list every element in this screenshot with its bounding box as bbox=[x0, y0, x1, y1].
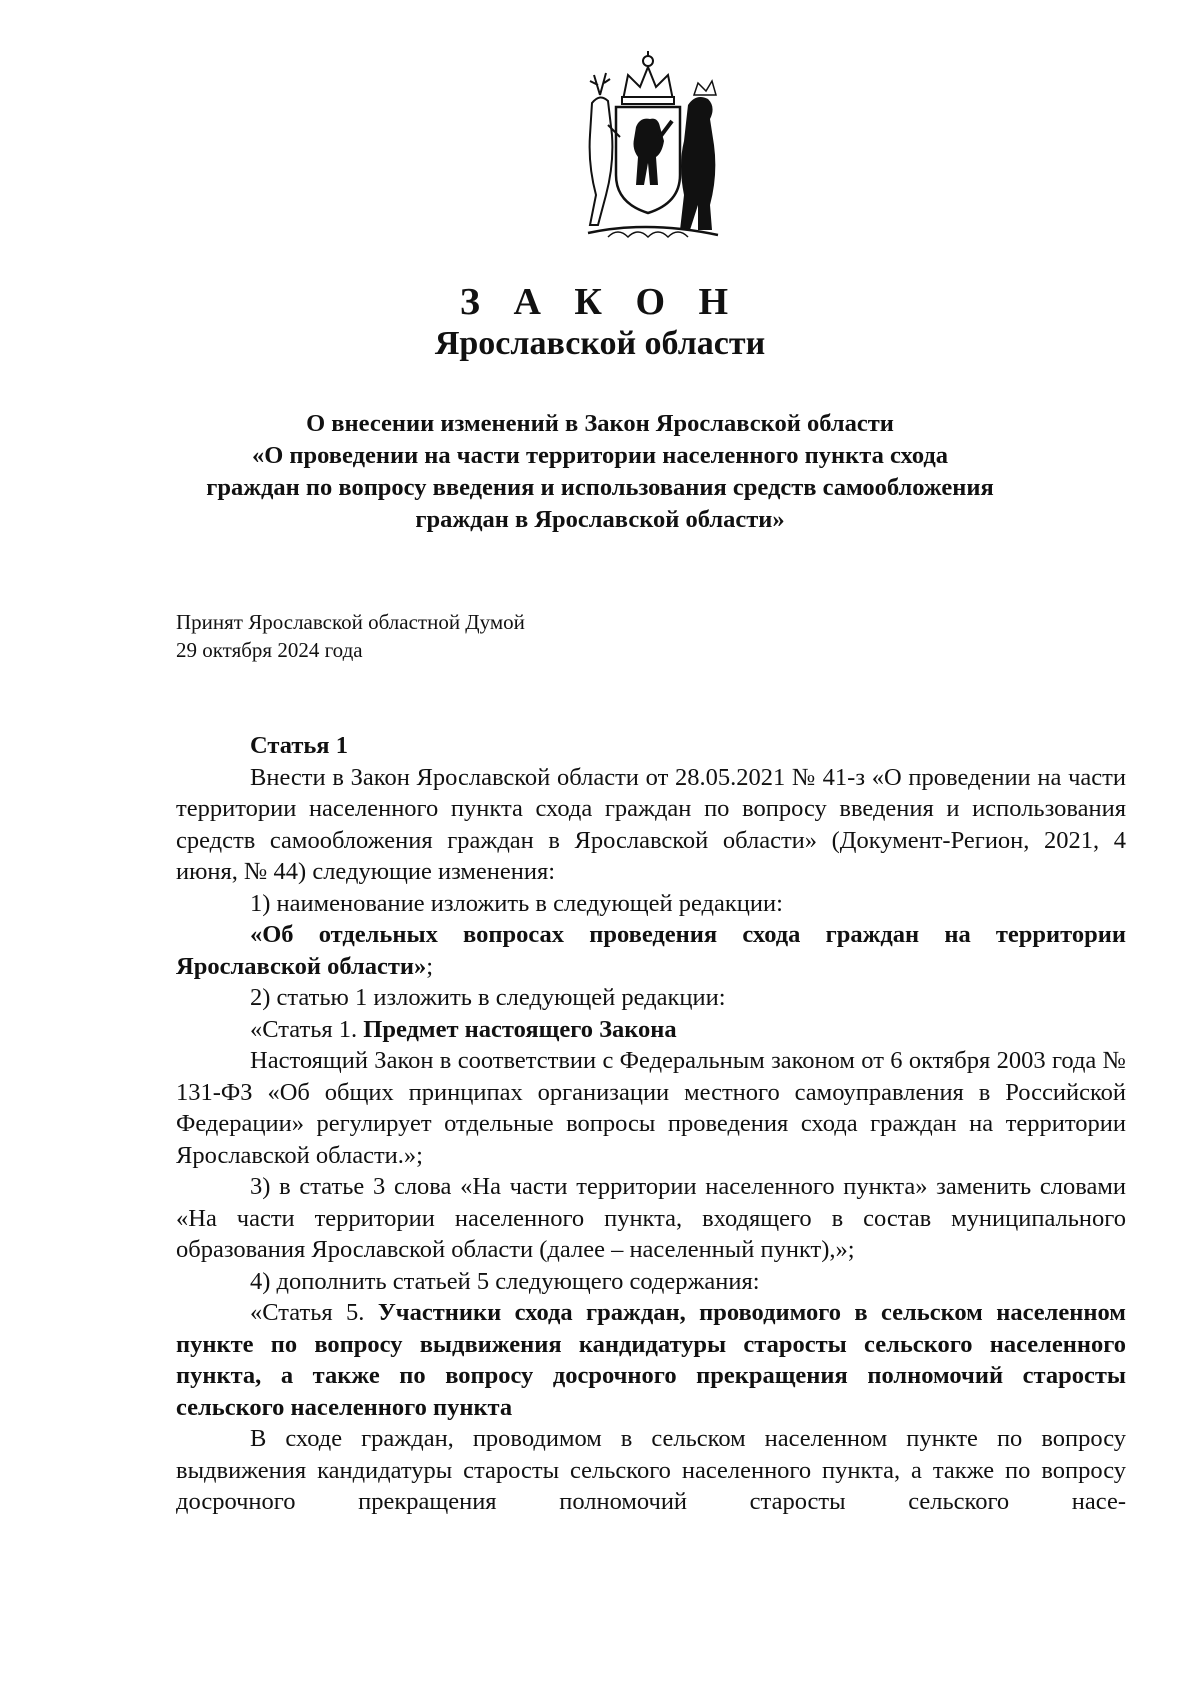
document-region: Ярославской области bbox=[434, 325, 766, 362]
document-title: З А К О Н bbox=[459, 281, 741, 323]
subject-line: граждан в Ярославской области» bbox=[415, 506, 785, 533]
amendment-item-1-text bbox=[176, 919, 1126, 982]
article-1-heading bbox=[176, 1014, 1126, 1046]
article-5-title: Участники схода граждан, проводимого в сельском населенном пункте по вопросу выдвижения кандидатуры старосты сельского населенного пункта, а также по вопросу досрочного прекращения полномочий старосты сельского населенного пункта bbox=[176, 1299, 1126, 1421]
article-intro: Внести в Закон Ярославской области от 28.05.2021 № 41-з «О проведении на части территории населенного пункта схода граждан по вопросу введения и использования средств самообложения граждан в Ярославской области» (Документ-Регион, 2021, 4 июня, № 44) следующие изменения: bbox=[176, 763, 1126, 885]
article-5-prefix: «Статья 5. bbox=[250, 1299, 378, 1326]
subject-line: О внесении изменений в Закон Ярославской области bbox=[306, 410, 894, 437]
article-1-prefix: «Статья 1. bbox=[250, 1015, 364, 1043]
document-body bbox=[176, 730, 1126, 1518]
punctuation: ; bbox=[426, 952, 434, 980]
adoption-body: Принят Ярославской областной Думой bbox=[176, 610, 525, 634]
yaroslavl-coat-of-arms-icon bbox=[548, 45, 748, 245]
adoption-info bbox=[176, 608, 525, 664]
article-5-heading bbox=[176, 1297, 1126, 1423]
subject-line: граждан по вопросу введения и использования средств самообложения bbox=[206, 474, 994, 501]
amendment-item-3: 3) в статье 3 слова «На части территории населенного пункта» заменить словами «На части территории населенного пункта, входящего в состав муниципального образования Ярославской области (далее – населенный пункт),»; bbox=[176, 1173, 1126, 1263]
subject-line: «О проведении на части территории населенного пункта схода bbox=[251, 442, 949, 469]
adoption-date: 29 октября 2024 года bbox=[176, 638, 363, 662]
article-heading: Статья 1 bbox=[250, 732, 348, 759]
amendment-item-4: 4) дополнить статьей 5 следующего содержания: bbox=[250, 1267, 760, 1295]
law-subject bbox=[150, 408, 1050, 536]
amendment-item-1: 1) наименование изложить в следующей редакции: bbox=[250, 889, 783, 917]
new-title-text: «Об отдельных вопросах проведения схода граждан на территории Ярославской области» bbox=[176, 921, 1126, 980]
article-1-text: Настоящий Закон в соответствии с Федеральным законом от 6 октября 2003 года № 131-ФЗ «Об общих принципах организации местного самоуправления в Российской Федерации» регулирует отдельные вопросы проведения схода граждан на территории Ярославской области.»; bbox=[176, 1047, 1126, 1169]
article-1-title: Предмет настоящего Закона bbox=[363, 1015, 677, 1043]
amendment-item-2: 2) статью 1 изложить в следующей редакции: bbox=[250, 984, 726, 1011]
article-5-text: В сходе граждан, проводимом в сельском населенном пункте по вопросу выдвижения кандидатуры старосты сельского населенного пункта, а также по вопросу досрочного прекращения полномочий старосты сельского насе- bbox=[176, 1425, 1126, 1515]
